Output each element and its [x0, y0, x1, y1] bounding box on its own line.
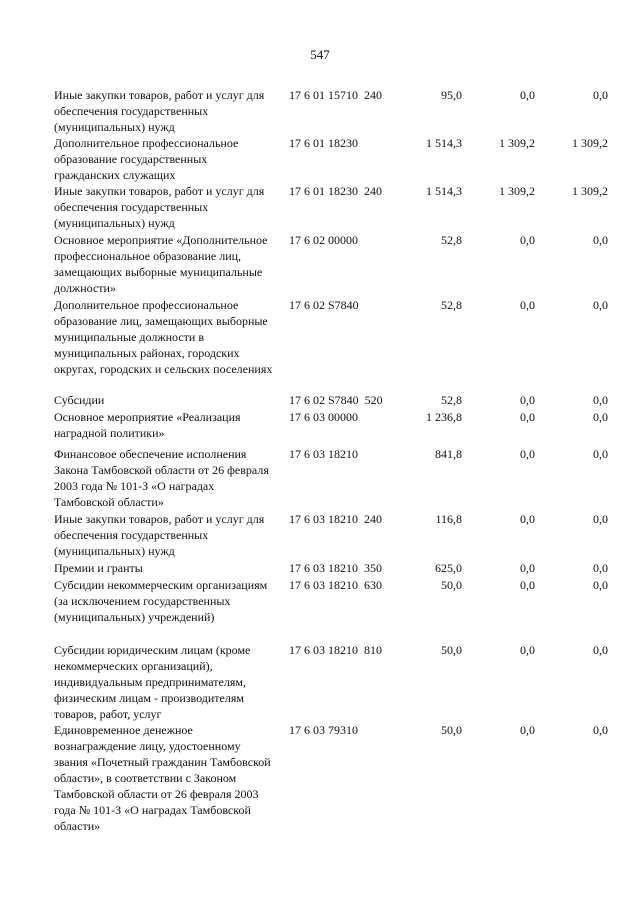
row-value-3: 0,0: [593, 643, 608, 657]
row-value-1: 52,8: [441, 233, 462, 247]
row-name: Субсидии некоммерческим организациям (за исключением государственных (муниципальных) учреждений): [54, 578, 268, 624]
row-value-3: 0,0: [593, 233, 608, 247]
row-value-1: 95,0: [441, 88, 462, 102]
row-value-2: 0,0: [520, 393, 535, 407]
row-code: 17 6 02 S7840: [289, 298, 359, 312]
row-name: Финансовое обеспечение исполнения Закона Тамбовской области от 26 февраля 2003 года № 101-З «О наградах Тамбовской области»: [54, 447, 269, 509]
row-value-1: 52,8: [441, 298, 462, 312]
row-value-2: 0,0: [520, 643, 535, 657]
row-code: 17 6 03 79310: [289, 723, 358, 737]
row-value-1: 50,0: [441, 723, 462, 737]
row-value-3: 1 309,2: [572, 136, 608, 150]
row-value-1: 116,8: [435, 512, 462, 526]
row-value-3: 0,0: [593, 393, 608, 407]
row-value-3: 0,0: [593, 578, 608, 592]
row-code: 17 6 03 18210 350: [289, 561, 382, 575]
row-value-1: 1 236,8: [426, 410, 462, 424]
row-name: Основное мероприятие «Реализация наградной политики»: [54, 410, 241, 440]
row-name: Дополнительное профессиональное образование государственных гражданских служащих: [54, 136, 239, 182]
row-value-3: 0,0: [593, 723, 608, 737]
row-value-3: 1 309,2: [572, 184, 608, 198]
row-value-2: 0,0: [520, 578, 535, 592]
row-value-2: 0,0: [520, 561, 535, 575]
row-code: 17 6 03 18210: [289, 447, 358, 461]
row-code: 17 6 02 S7840 520: [289, 393, 383, 407]
row-name: Субсидии юридическим лицам (кроме некоммерческих организаций), индивидуальным предпринимателям, физическим лицам - производителям товаров, работ, услуг: [54, 643, 251, 721]
row-value-2: 0,0: [520, 410, 535, 424]
row-code: 17 6 01 18230 240: [289, 184, 382, 198]
row-name: Иные закупки товаров, работ и услуг для обеспечения государственных (муниципальных) нужд: [54, 88, 265, 134]
row-value-3: 0,0: [593, 88, 608, 102]
row-code: 17 6 03 18210 630: [289, 578, 382, 592]
row-value-2: 1 309,2: [499, 184, 535, 198]
row-value-1: 625,0: [435, 561, 462, 575]
row-value-1: 1 514,3: [426, 136, 462, 150]
row-value-3: 0,0: [593, 410, 608, 424]
row-name: Иные закупки товаров, работ и услуг для обеспечения государственных (муниципальных) нужд: [54, 512, 265, 558]
row-value-3: 0,0: [593, 447, 608, 461]
row-value-2: 0,0: [520, 233, 535, 247]
row-name: Иные закупки товаров, работ и услуг для обеспечения государственных (муниципальных) нужд: [54, 184, 265, 230]
row-value-2: 0,0: [520, 88, 535, 102]
row-value-3: 0,0: [593, 512, 608, 526]
row-code: 17 6 01 18230: [289, 136, 358, 150]
row-name: Основное мероприятие «Дополнительное профессиональное образование лиц, замещающих выборные муниципальные должности»: [54, 233, 268, 295]
row-value-2: 0,0: [520, 512, 535, 526]
page-number: 547: [310, 47, 330, 62]
row-name: Единовременное денежное вознаграждение лицу, удостоенному звания «Почетный гражданин Тамбовской области», в соответствии с Законом Тамбовской области от 26 февраля 2003 года № 101-З «О наградах Тамбовской области»: [54, 723, 271, 833]
row-value-1: 50,0: [441, 578, 462, 592]
row-value-3: 0,0: [593, 298, 608, 312]
row-name: Дополнительное профессиональное образование лиц, замещающих выборные муниципальные должности в муниципальных районах, городских округах, городских и сельских поселениях: [54, 298, 273, 376]
row-value-1: 52,8: [441, 393, 462, 407]
row-code: 17 6 01 15710 240: [289, 88, 382, 102]
row-code: 17 6 02 00000: [289, 233, 358, 247]
row-name: Премии и гранты: [54, 561, 143, 575]
row-code: 17 6 03 18210 810: [289, 643, 382, 657]
row-value-2: 1 309,2: [499, 136, 535, 150]
row-value-1: 1 514,3: [426, 184, 462, 198]
row-value-2: 0,0: [520, 447, 535, 461]
row-value-2: 0,0: [520, 723, 535, 737]
row-value-3: 0,0: [593, 561, 608, 575]
row-value-1: 841,8: [435, 447, 462, 461]
row-value-1: 50,0: [441, 643, 462, 657]
row-code: 17 6 03 00000: [289, 410, 358, 424]
row-name: Субсидии: [54, 393, 105, 407]
row-value-2: 0,0: [520, 298, 535, 312]
row-code: 17 6 03 18210 240: [289, 512, 382, 526]
